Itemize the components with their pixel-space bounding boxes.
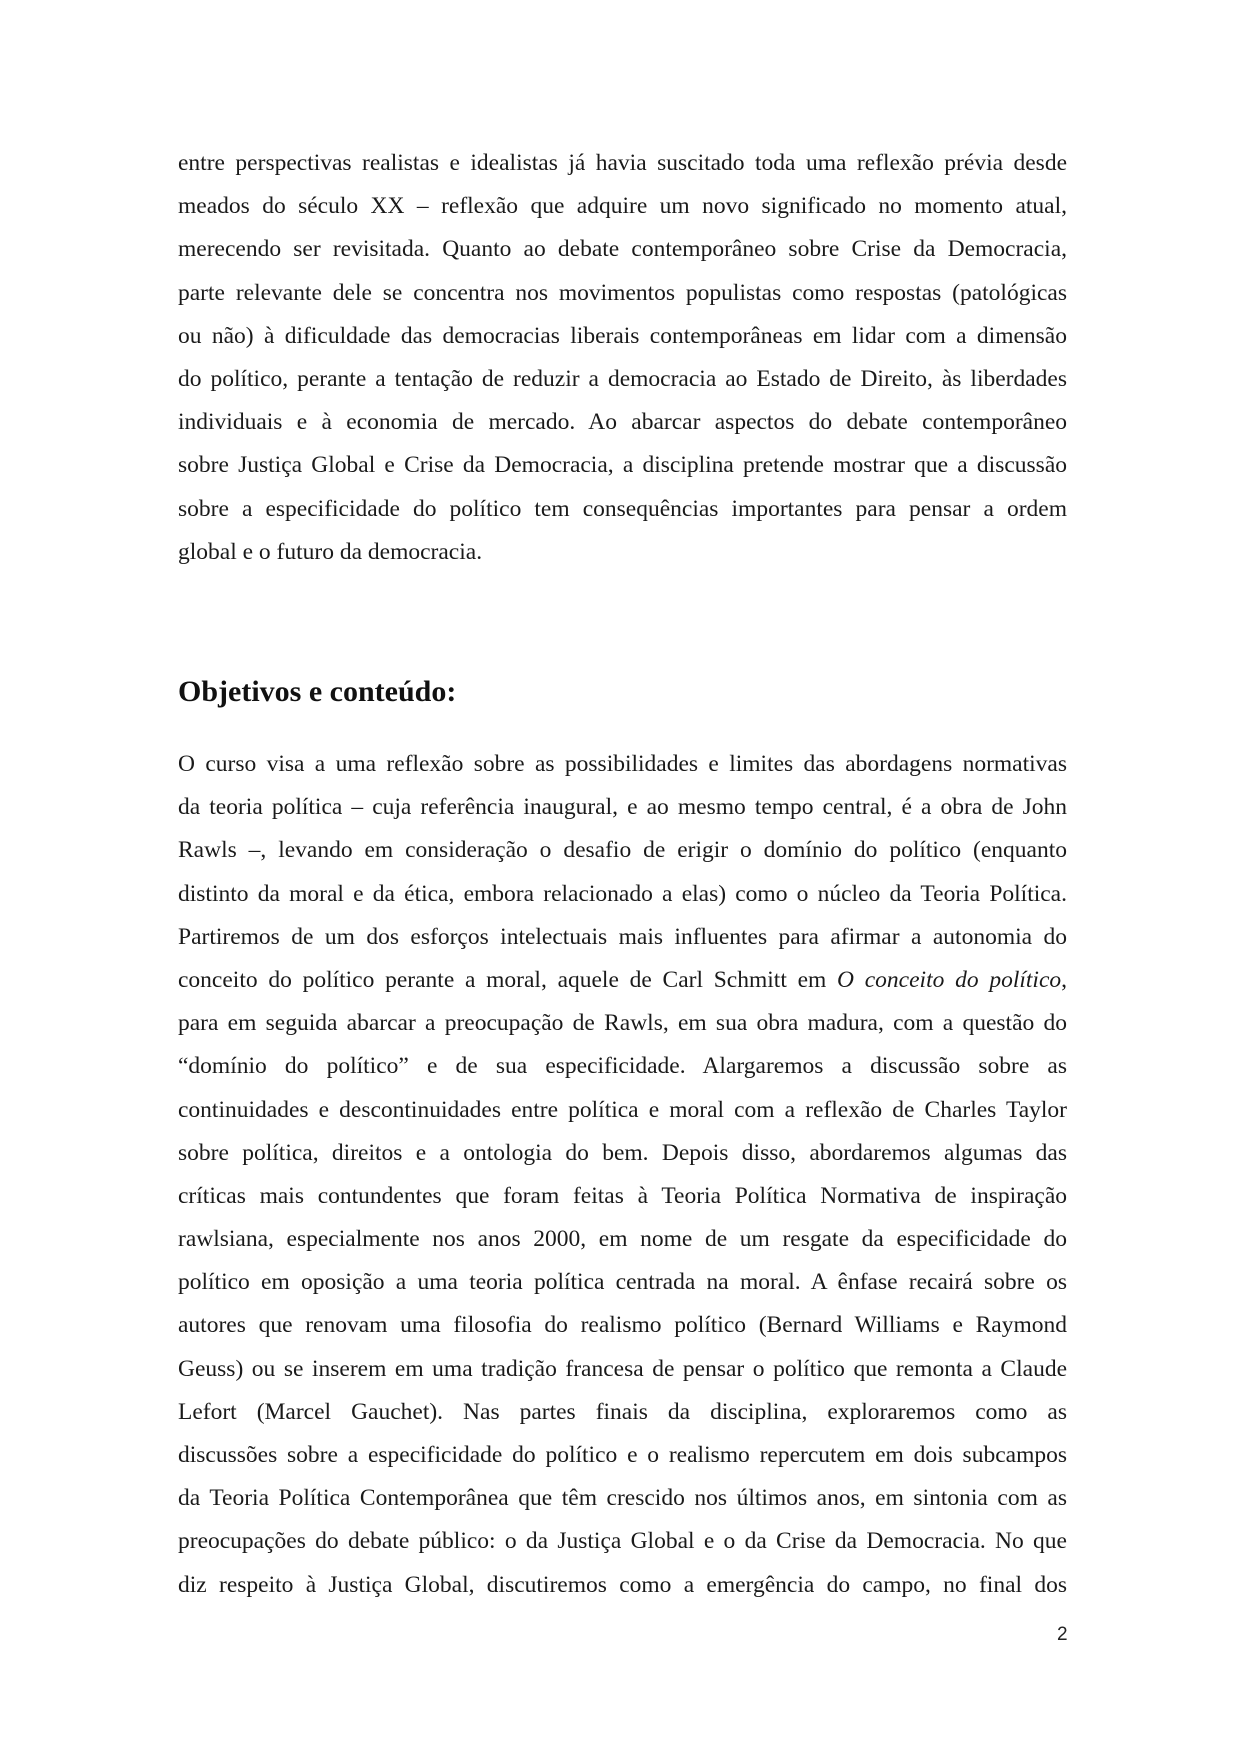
objectives-paragraph: [178, 743, 1067, 1607]
paragraph-line: entre perspectivas realistas e idealistas já havia suscitado toda uma reflexão prévia desde: [178, 150, 1067, 176]
paragraph-line: meados do século XX – reflexão que adquire um novo significado no momento atual,: [178, 193, 1067, 220]
paragraph-line: Partiremos de um dos esforços intelectuais mais influentes para afirmar a autonomia do: [178, 923, 1067, 950]
section-heading: Objetivos e conteúdo:: [178, 675, 457, 708]
paragraph-line-with-title: [178, 959, 1067, 1002]
paragraph-line: do político, perante a tentação de reduzir a democracia ao Estado de Direito, às liberdades: [178, 365, 1067, 392]
paragraph-line: Rawls –, levando em consideração o desafio de erigir o domínio do político (enquanto: [178, 837, 1067, 864]
intro-paragraph: [178, 142, 1067, 574]
paragraph-line: político em oposição a uma teoria política centrada na moral. A ênfase recairá sobre os: [178, 1269, 1067, 1296]
paragraph-line: diz respeito à Justiça Global, discutiremos como a emergência do campo, no final dos: [178, 1571, 1067, 1598]
paragraph-line: preocupações do debate público: o da Justiça Global e o da Crise da Democracia. No que: [178, 1528, 1067, 1555]
paragraph-line: “domínio do político” e de sua especificidade. Alargaremos a discussão sobre as: [178, 1053, 1067, 1080]
paragraph-line: Lefort (Marcel Gauchet). Nas partes finais da disciplina, exploraremos como as: [178, 1398, 1067, 1425]
paragraph-line: individuais e à economia de mercado. Ao abarcar aspectos do debate contemporâneo: [178, 409, 1067, 436]
paragraph-line: sobre política, direitos e a ontologia do bem. Depois disso, abordaremos algumas das: [178, 1139, 1067, 1166]
paragraph-line: da Teoria Política Contemporânea que têm crescido nos últimos anos, em sintonia com as: [178, 1485, 1067, 1512]
book-title: O conceito do político: [837, 966, 1062, 993]
line-text: ,: [1061, 966, 1067, 993]
line-text: conceito do político perante a moral, aquele de Carl Schmitt em: [178, 966, 838, 993]
paragraph-line: rawlsiana, especialmente nos anos 2000, em nome de um resgate da especificidade do: [178, 1226, 1067, 1253]
paragraph-line: Geuss) ou se inserem em uma tradição francesa de pensar o político que remonta a Claude: [178, 1355, 1067, 1382]
paragraph-line: da teoria política – cuja referência inaugural, e ao mesmo tempo central, é a obra de John: [178, 794, 1067, 821]
paragraph-line: parte relevante dele se concentra nos movimentos populistas como respostas (patológicas: [178, 279, 1067, 306]
paragraph-line: global e o futuro da democracia.: [178, 538, 483, 565]
paragraph-line: críticas mais contundentes que foram feitas à Teoria Política Normativa de inspiração: [178, 1182, 1067, 1209]
paragraph-line: discussões sobre a especificidade do político e o realismo repercutem em dois subcampos: [178, 1442, 1067, 1468]
paragraph-line: para em seguida abarcar a preocupação de Rawls, em sua obra madura, com a questão do: [178, 1010, 1067, 1037]
paragraph-line: sobre a especificidade do político tem consequências importantes para pensar a ordem: [178, 495, 1067, 522]
paragraph-line: merecendo ser revisitada. Quanto ao debate contemporâneo sobre Crise da Democracia,: [178, 236, 1067, 263]
paragraph-line: ou não) à dificuldade das democracias liberais contemporâneas em lidar com a dimensão: [178, 322, 1067, 349]
paragraph-line: continuidades e descontinuidades entre política e moral com a reflexão de Charles Taylor: [178, 1096, 1067, 1123]
paragraph-line: O curso visa a uma reflexão sobre as possibilidades e limites das abordagens normativas: [178, 751, 1067, 777]
page-number: 2: [1057, 1624, 1068, 1645]
paragraph-line: distinto da moral e da ética, embora relacionado a elas) como o núcleo da Teoria Política.: [178, 880, 1067, 907]
paragraph-line: autores que renovam uma filosofia do realismo político (Bernard Williams e Raymond: [178, 1312, 1067, 1339]
paragraph-line: sobre Justiça Global e Crise da Democracia, a disciplina pretende mostrar que a discussão: [178, 452, 1067, 479]
